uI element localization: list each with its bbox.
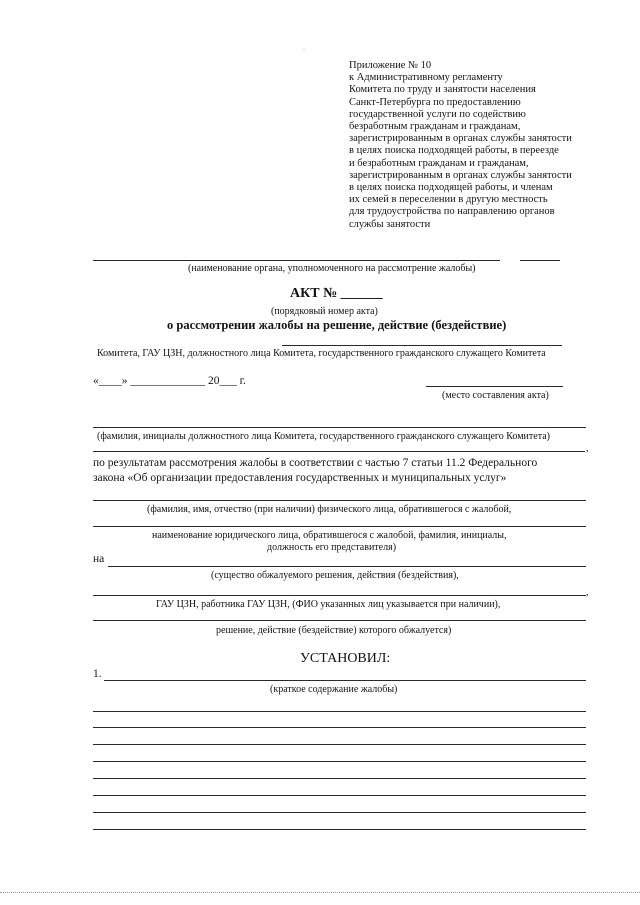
appendix-block <box>349 60 609 231</box>
date-field: «____» _____________ 20___ г. <box>93 375 246 387</box>
blank-line <box>93 778 586 779</box>
blank-line <box>93 744 586 745</box>
appendix-line: безработным гражданам и гражданам, <box>349 121 521 133</box>
gau-line <box>93 595 586 596</box>
appendix-line: службы занятости <box>349 218 431 230</box>
legal-caption-2: должность его представителя) <box>267 542 397 553</box>
committee-line: Комитета, ГАУ ЦЗН, должностного лица Комитета, государственного гражданского служащего Комитета <box>97 348 546 359</box>
appendix-line: Комитета по труду и занятости населения <box>349 84 536 96</box>
essence-caption: (существо обжалуемого решения, действия (бездействия), <box>211 570 459 581</box>
decision-caption: решение, действие (бездействие) которого обжалуется) <box>216 625 452 636</box>
scan-mark: · <box>303 47 305 53</box>
person-caption: (фамилия, имя, отчество (при наличии) физического лица, обратившегося с жалобой, <box>147 504 512 515</box>
appendix-line: Приложение № 10 <box>349 60 432 71</box>
appendix-line: для трудоустройства по направлению органов <box>349 206 555 218</box>
official-line <box>93 427 586 428</box>
blank-line <box>93 711 586 712</box>
gau-caption: ГАУ ЦЗН, работника ГАУ ЦЗН, (ФИО указанных лиц указывается при наличии), <box>156 599 501 610</box>
essence-line <box>108 566 586 567</box>
on-label: на <box>93 553 105 565</box>
summary-caption: (краткое содержание жалобы) <box>270 684 398 695</box>
person-line <box>93 500 586 501</box>
comma-2: , <box>586 587 589 598</box>
comma-1: , <box>586 443 589 454</box>
act-subtitle: о рассмотрении жалобы на решение, действие (бездействие) <box>167 318 507 332</box>
body-name-caption: (наименование органа, уполномоченного на рассмотрение жалобы) <box>188 263 476 274</box>
appendix-line: зарегистрированным в органах службы занятости <box>349 133 572 145</box>
place-caption: (место составления акта) <box>442 390 549 401</box>
appendix-line: в целях поиска подходящей работы, в переезде <box>349 145 559 157</box>
body-name-line-end <box>520 260 560 261</box>
appendix-line: государственной услуги по содействию <box>349 108 526 120</box>
summary-line <box>104 680 586 681</box>
official-caption: (фамилия, инициалы должностного лица Комитета, государственного гражданского служащего Комитета) <box>97 431 550 442</box>
appendix-line: и безработным гражданам и гражданам, <box>349 157 529 169</box>
blank-line <box>93 761 586 762</box>
scan-edge <box>0 892 640 893</box>
act-title: АКТ № ______ <box>290 286 383 301</box>
item-number: 1. <box>93 668 102 680</box>
appendix-line: зарегистрированным в органах службы занятости <box>349 169 572 181</box>
appendix-line: Санкт-Петербурга по предоставлению <box>349 96 521 108</box>
place-line <box>426 386 563 387</box>
results-top-line <box>93 451 585 452</box>
act-number-caption: (порядковый номер акта) <box>271 306 378 317</box>
blank-line <box>93 812 586 813</box>
appendix-line: их семей в переселении в другую местность <box>349 194 548 206</box>
body-name-line <box>93 260 500 261</box>
committee-top-line <box>282 345 562 346</box>
legal-caption-1: наименование юридического лица, обратившегося с жалобой, фамилия, инициалы, <box>152 530 507 541</box>
established-heading: УСТАНОВИЛ: <box>300 651 391 666</box>
blank-line <box>93 727 586 728</box>
appendix-line: к Административному регламенту <box>349 72 503 84</box>
appendix-line: в целях поиска подходящей работы, и членам <box>349 182 553 194</box>
results-line-2: закона «Об организации предоставления государственных и муниципальных услуг» <box>93 472 507 484</box>
blank-line <box>93 795 586 796</box>
decision-line <box>93 620 586 621</box>
blank-line <box>93 829 586 830</box>
legal-line <box>93 526 586 527</box>
results-line-1: по результатам рассмотрения жалобы в соответствии с частью 7 статьи 11.2 Федерального <box>93 457 538 469</box>
